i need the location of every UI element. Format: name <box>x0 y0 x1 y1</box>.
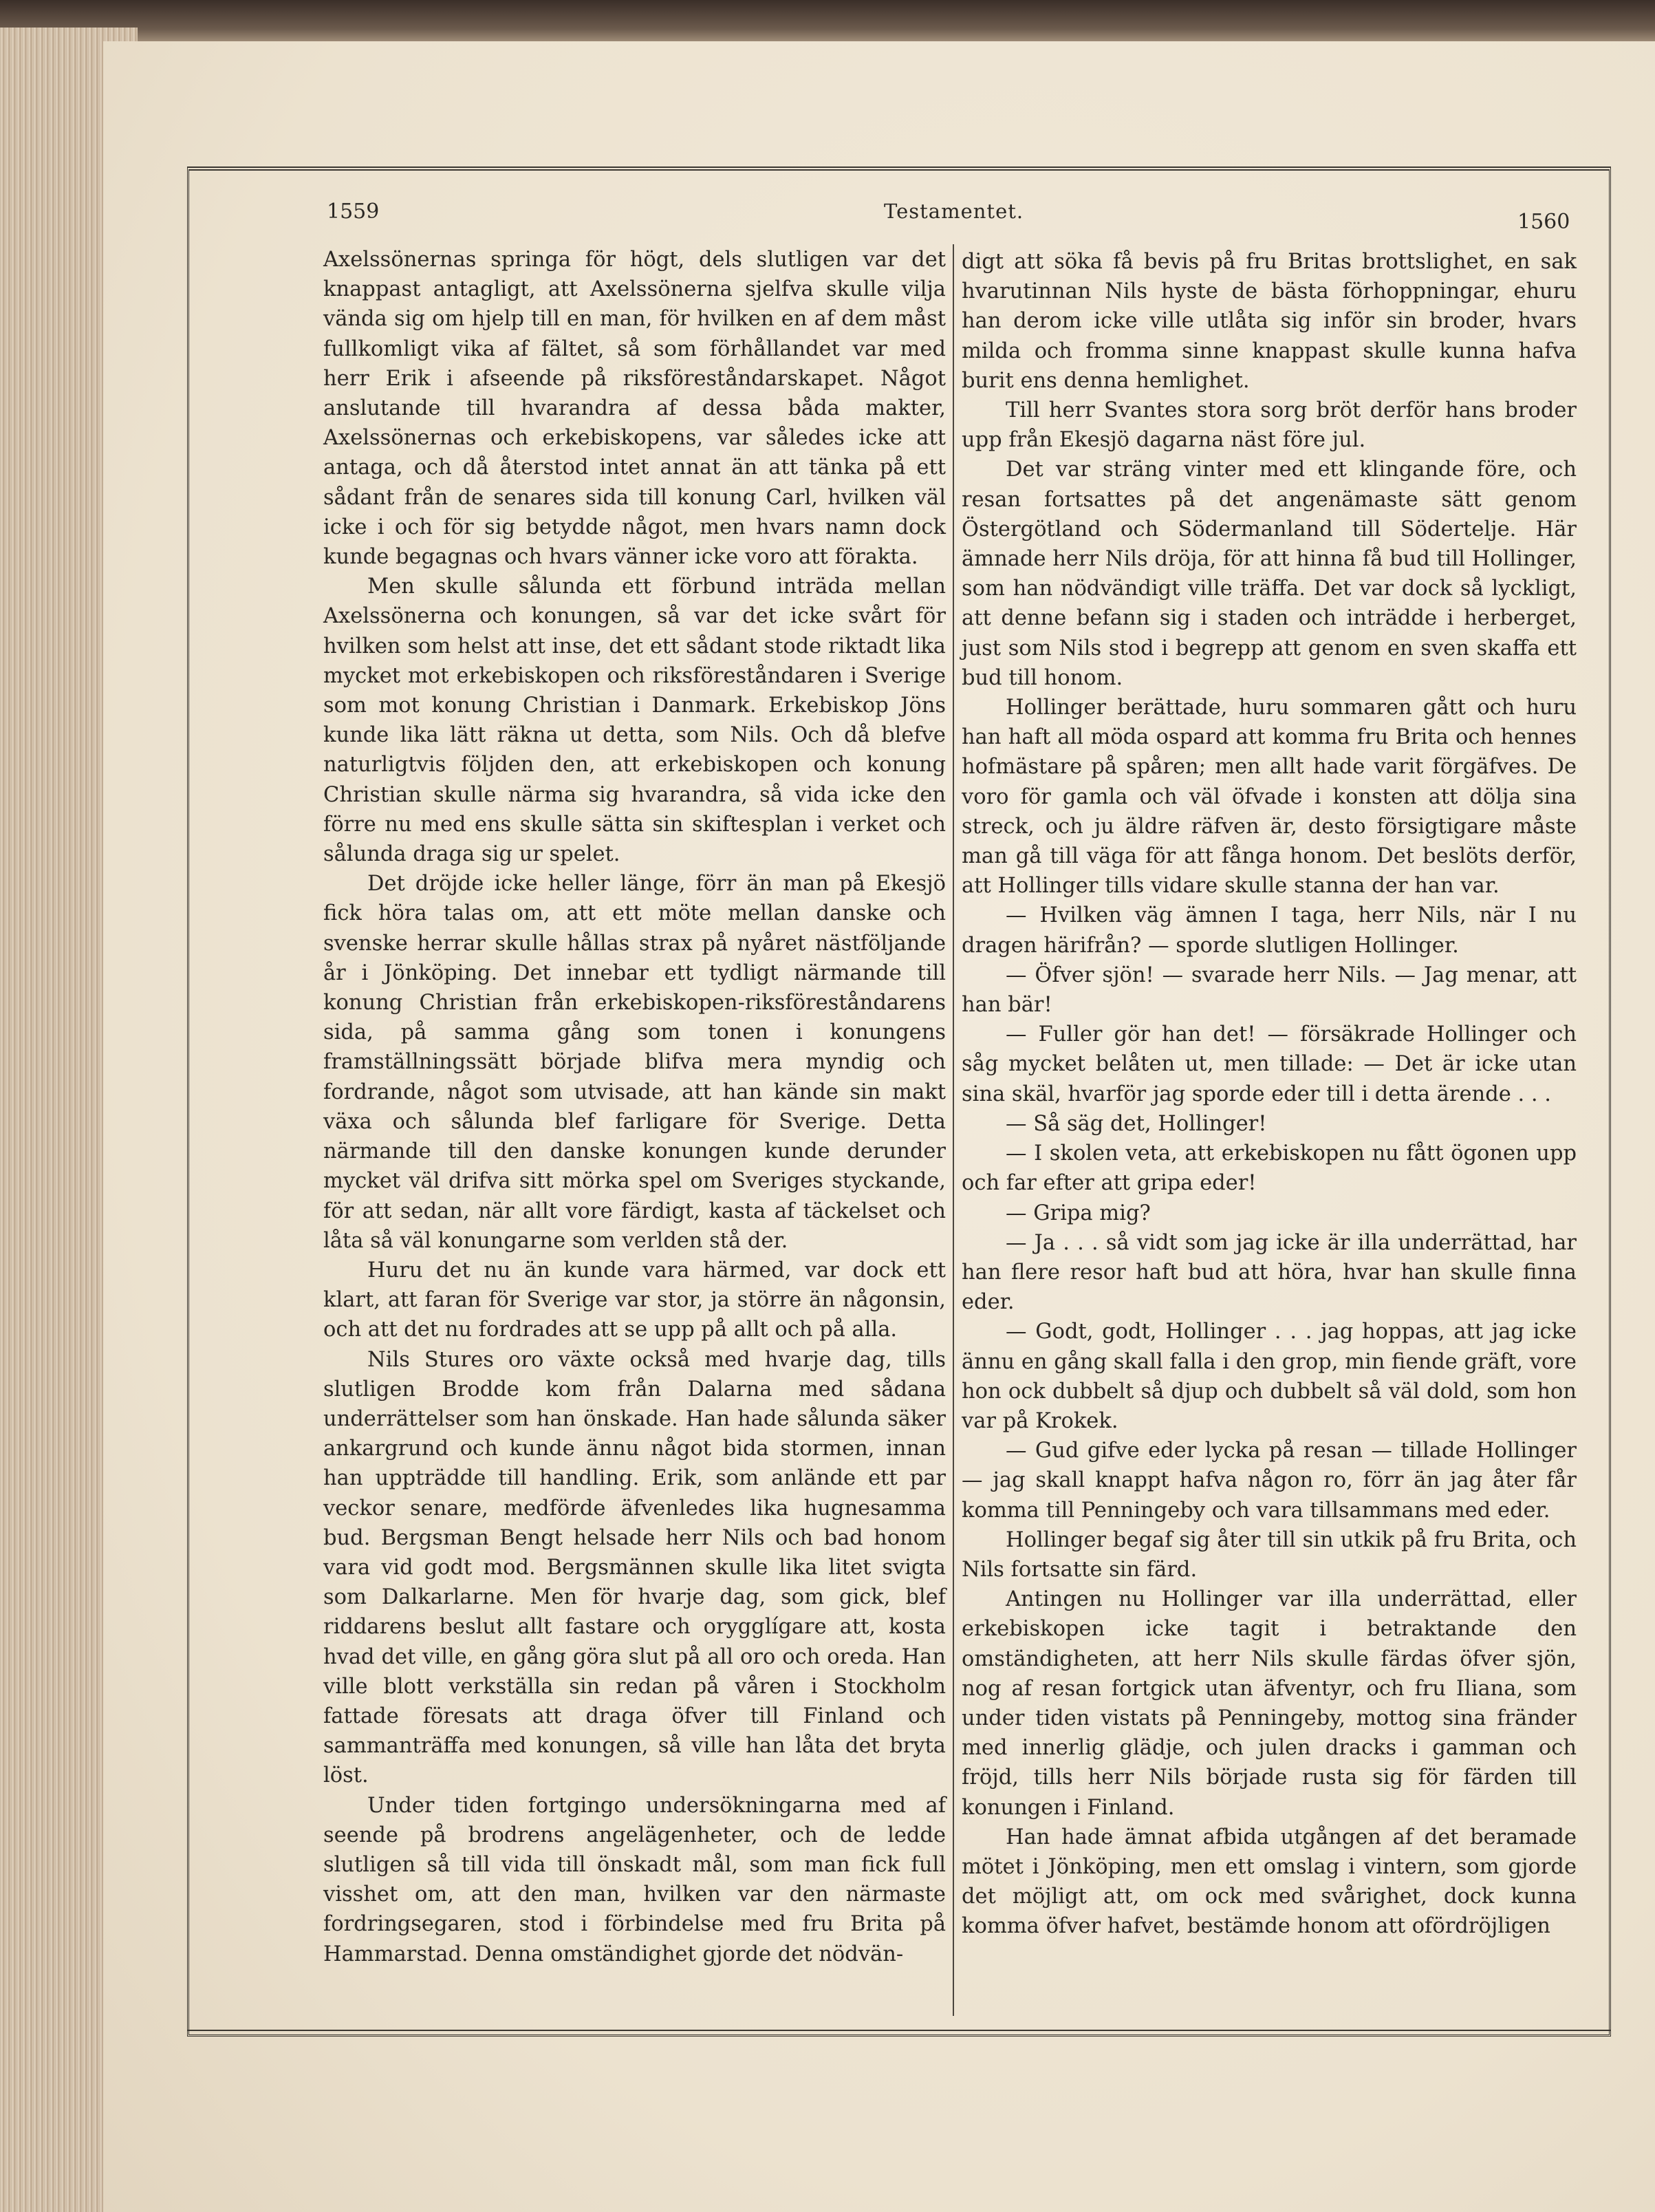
dialogue-line: — Gud gifve eder lycka på resan — tillade Hollinger — jag skall knappt hafva någon ro, förr än jag åter får komma till Penningeby och vara tillsammans med eder. <box>962 1439 1577 1523</box>
paragraph: Axelssönernas springa för högt, dels slutligen var det knappast antagligt, att Axelssönerna sjelfva skulle vilja vända sig om hjelp till en man, för hvilken en af dem måst fullkomligt vika af fältet, så som förhållandet var med herr Erik i afseende på riksföreståndarskapet. Något anslutande till hvarandra af dessa båda makter, Axelssönernas och erkebiskopens, var således icke att antaga, och då återstod intet annat än att tänka på ett sådant från de senares sida till konung Carl, hvilken väl icke i och för sig betydde något, men hvars namn dock kunde begagnas och hvars vänner icke voro att förakta. <box>323 248 946 570</box>
paragraph: Huru det nu än kunde vara härmed, var dock ett klart, att faran för Sverige var stor, ja större än någonsin, och att det nu fordrades att se upp på allt och på alla. <box>323 1258 946 1342</box>
paragraph: Men skulle sålunda ett förbund inträda mellan Axelssönerna och konungen, så var det icke svårt för hvilken som helst att inse, det ett sådant stode riktadt lika mycket mot erkebiskopen och riksföreståndaren i Sverige som mot konung Christian i Danmark. Erkebiskop Jöns kunde lika lätt räkna ut detta, som Nils. Och då blefve naturligtvis följden den, att erkebiskopen och konung Christian skulle närma sig hvarandra, så vida icke den förre nu med ens skulle sätta sin skiftesplan i verket och sålunda draga sig ur spelet. <box>323 575 946 867</box>
dialogue-line: — Så säg det, Hollinger! <box>1006 1111 1267 1136</box>
paragraph: Det dröjde icke heller länge, förr än man på Ekesjö fick höra talas om, att ett möte mellan danske och svenske herrar skulle hållas strax på nyåret nästföljande år i Jönköping. Det innebar ett tydligt närmande till konung Christian från erkebiskopen-riksföreståndarens sida, på samma gång som tonen i konungens framställningssätt började blifva mera myndig och fordrande, något som utvisade, att han kände sin makt växa och sålunda blef farligare för Sverige. Detta närmande till den danske konungen kunde derunder mycket väl drifva sitt mörka spel om Sveriges styckande, för att sedan, när allt vore färdigt, kasta af täckelset och låta så väl konungarne som verlden stå der. <box>323 872 946 1253</box>
paragraph: Under tiden fortgingo undersökningarna med af seende på brodrens angelägenheter, och de ledde slutligen så till vida till önskadt mål, som man fick full visshet om, att den man, hvilken var den närmaste fordringsegaren, stod i förbindelse med fru Brita på Hammarstad. Denna omständighet gjorde det nödvän- <box>323 1793 946 1966</box>
paragraph: Det var sträng vinter med ett klingande före, och resan fortsattes på det angenämaste sätt genom Östergötland och Södermanland till Södertelje. Här ämnade herr Nils dröja, för att hinna få bud till Hollinger, som han nödvändigt ville träffa. Det var dock så lyckligt, att denne befann sig i staden och inträdde i herberget, just som Nils stod i begrepp att genom en sven skaffa ett bud till honom. <box>962 458 1577 690</box>
dialogue-line: — Godt, godt, Hollinger . . . jag hoppas, att jag icke ännu en gång skall falla i den grop, min fiende gräft, vore hon ock dubbelt så djup och dubbelt så väl dold, som hon var på Krokek. <box>962 1320 1577 1433</box>
dialogue-line: — Fuller gör han det! — försäkrade Hollinger och såg mycket belåten ut, men tillade: — Det är icke utan sina skäl, hvarför jag sporde eder till i detta ärende . . . <box>962 1022 1577 1106</box>
right-column <box>962 247 1577 1942</box>
paragraph: Han hade ämnat afbida utgången af det beramade mötet i Jönköping, men ett omslag i vintern, som gjorde det möjligt att, om ock med svårighet, dock kunna komma öfver hafvet, bestämde honom att ofördröjligen <box>962 1825 1577 1939</box>
running-title: Testamentet. <box>884 200 1024 223</box>
left-column <box>323 245 946 1969</box>
paragraph: Till herr Svantes stora sorg bröt derför hans broder upp från Ekesjö dagarna näst före jul. <box>962 398 1577 453</box>
dialogue-line: — Gripa mig? <box>1006 1201 1151 1225</box>
paragraph: Hollinger begaf sig åter till sin utkik på fru Brita, och Nils fortsatte sin färd. <box>962 1527 1577 1582</box>
dialogue-line: — Ja . . . så vidt som jag icke är illa underrättad, har han flere resor haft bud att höra, hvar han skulle finna eder. <box>962 1230 1577 1315</box>
column-divider <box>953 244 954 2016</box>
paragraph: Antingen nu Hollinger var illa underrättad, eller erkebiskopen icke tagit i betraktande den omständigheten, att herr Nils skulle färdas öfver sjön, nog af resan fortgick utan äfventyr, och fru Iliana, som under tiden vistats på Penningeby, mottog sina fränder med innerlig glädje, och julen dracks i gamman och fröjd, tills herr Nils började rusta sig för färden till konungen i Finland. <box>962 1587 1577 1820</box>
paragraph: digt att söka få bevis på fru Britas brottslighet, en sak hvarutinnan Nils hyste de bästa förhoppningar, ehuru han derom icke ville utlåta sig inför sin broder, hvars milda och fromma sinne knappast skulle kunna hafva burit ens denna hemlighet. <box>962 250 1577 393</box>
dialogue-line: — I skolen veta, att erkebiskopen nu fått ögonen upp och far efter att gripa eder! <box>962 1141 1577 1196</box>
page-number-left: 1559 <box>327 200 380 224</box>
paragraph: Hollinger berättade, huru sommaren gått och huru han haft all möda ospard att komma fru Brita och hennes hofmästare på spåren; men allt hade varit förgäfves. De voro för gamla och väl öfvade i konsten att dölja sina streck, och ju äldre räfven är, desto försigtigare måste man gå till väga för att fånga honom. Det beslöts derför, att Hollinger tills vidare skulle stanna der han var. <box>962 696 1577 899</box>
bottom-rule <box>187 2030 1611 2034</box>
dialogue-line: — Hvilken väg ämnen I taga, herr Nils, när I nu dragen härifrån? — sporde slutligen Hollinger. <box>962 903 1577 958</box>
dialogue-line: — Öfver sjön! — svarade herr Nils. — Jag menar, att han bär! <box>962 963 1577 1018</box>
paragraph: Nils Stures oro växte också med hvarje dag, tills slutligen Brodde kom från Dalarna med sådana underrättelser som han önskade. Han hade sålunda säker ankargrund och kunde ännu något bida stormen, innan han uppträdde till handling. Erik, som anlände ett par veckor senare, medförde äfvenledes lika hugnesamma bud. Bergsman Bengt helsade herr Nils och bad honom vara vid godt mod. Bergsmännen skulle lika litet svigta som Dalkarlarne. Men för hvarje dag, som gick, blef riddarens beslut allt fastare och orygglígare att, kosta hvad det ville, en gång göra slut på all oro och oreda. Han ville blott verkställa sin redan på våren i Stockholm fattade föresats att draga öfver till Finland och sammanträffa med konungen, så ville han låta det bryta löst. <box>323 1347 946 1788</box>
page-number-right: 1560 <box>1517 210 1570 234</box>
